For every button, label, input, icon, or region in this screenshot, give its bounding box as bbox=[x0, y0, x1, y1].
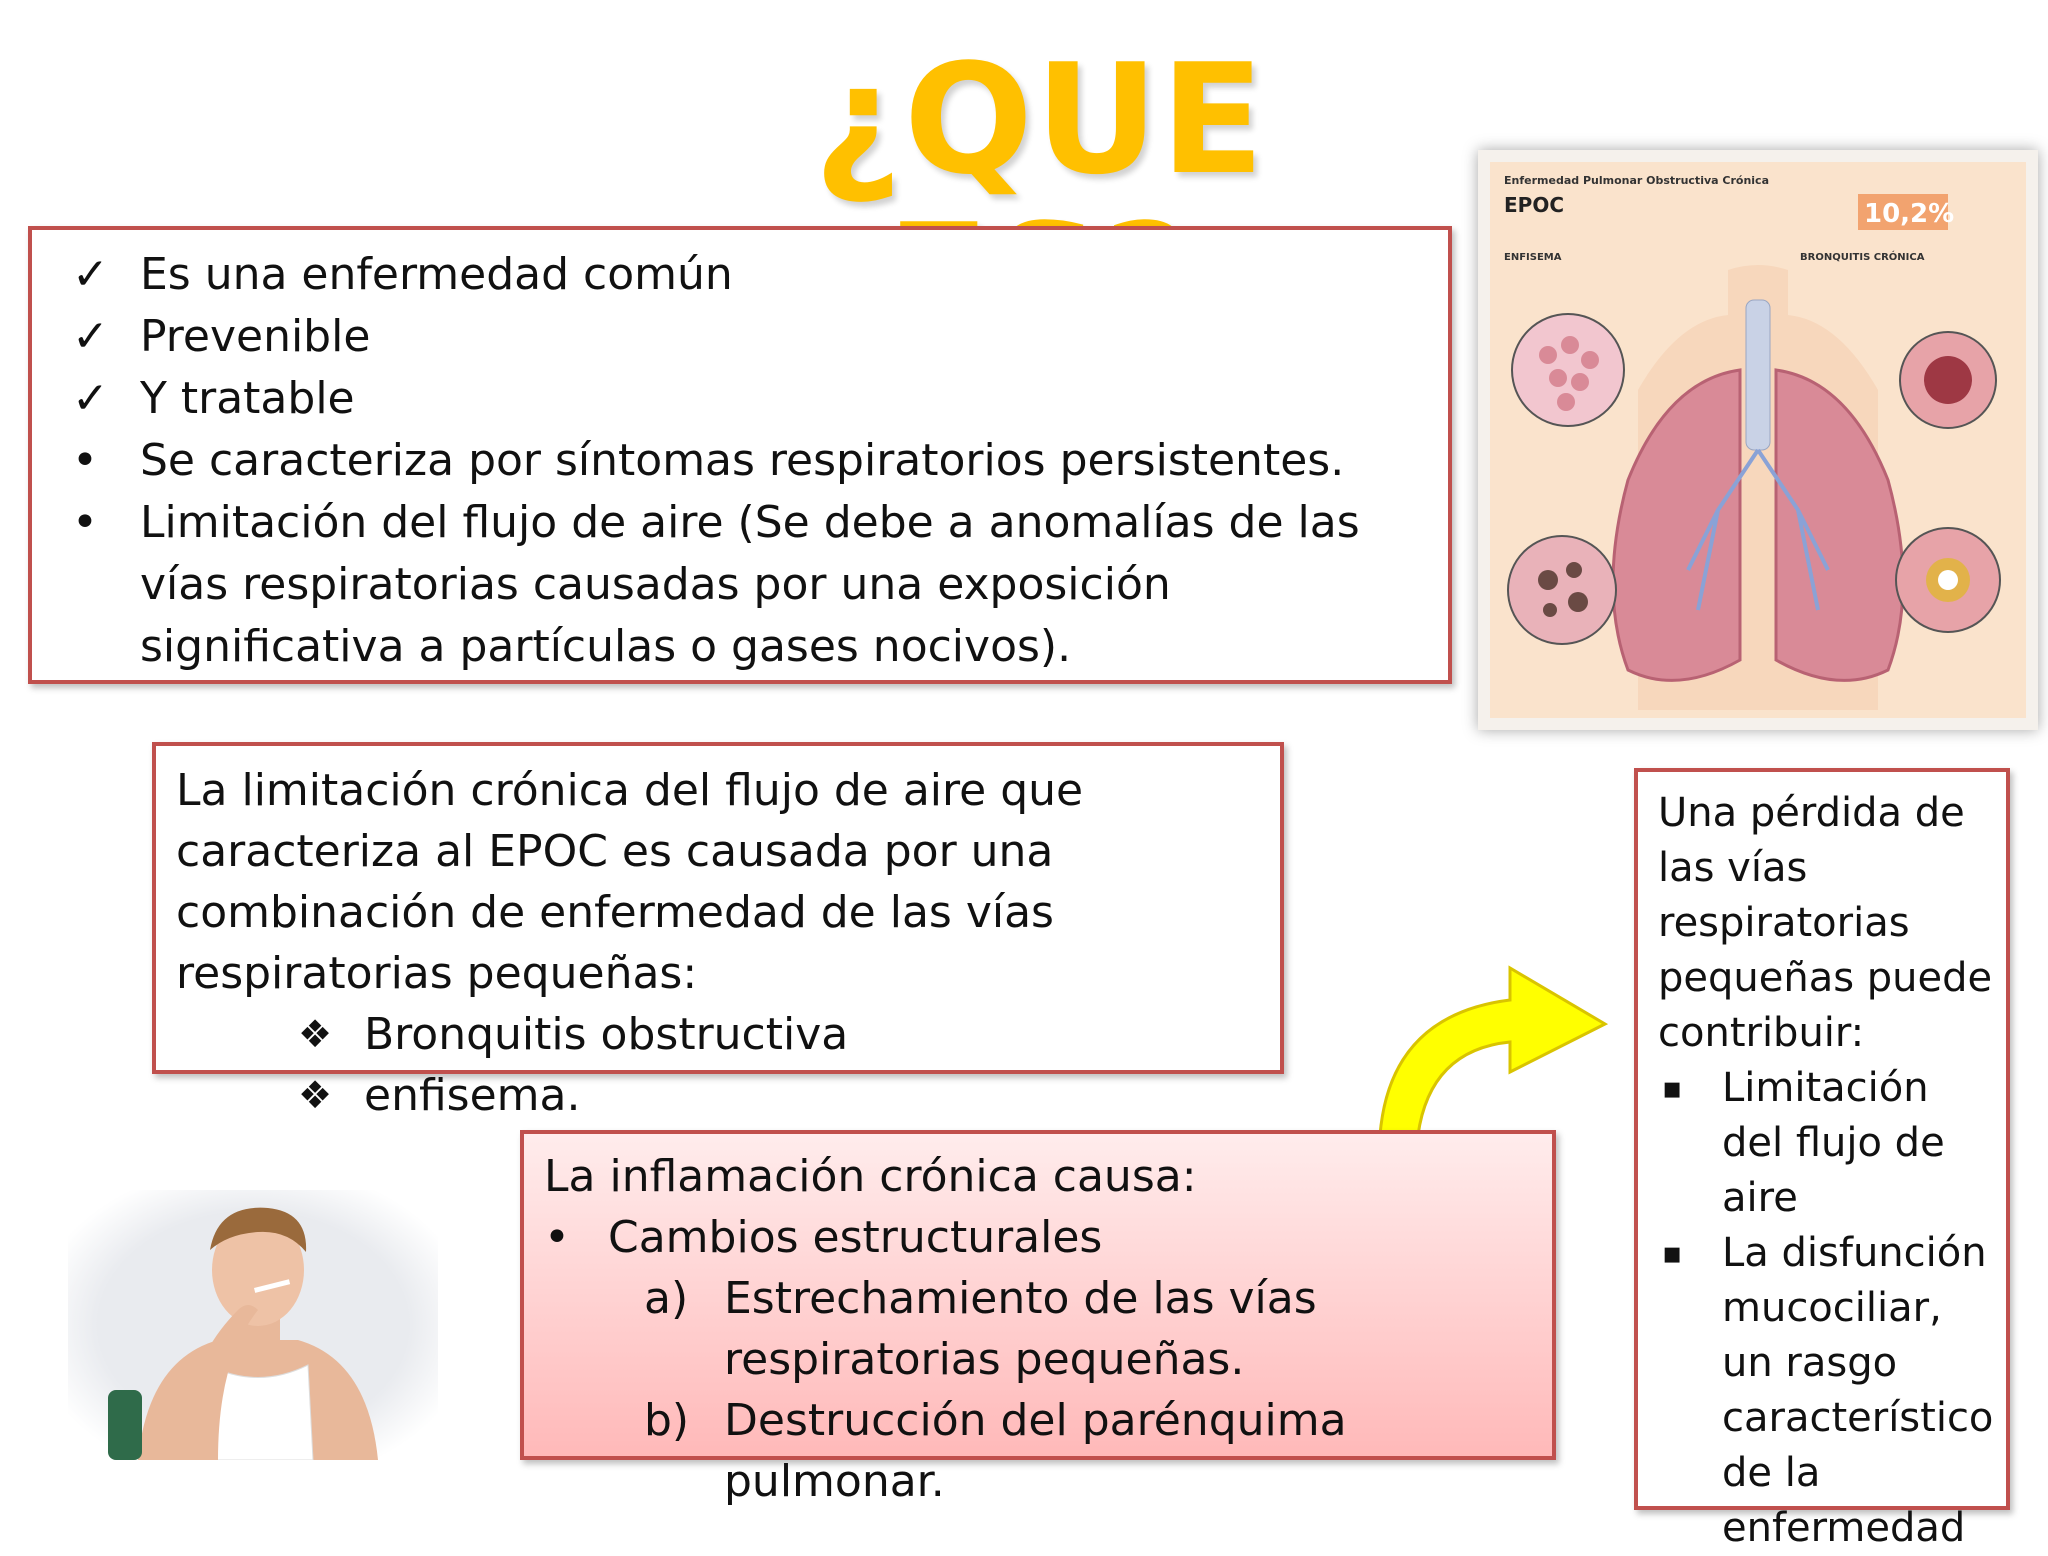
airway-loss-text: Una pérdida de las vías respiratorias pequeñas puede contribuir: bbox=[1658, 790, 1993, 1056]
inflammation-text: La inflamación crónica causa: bbox=[544, 1151, 1197, 1202]
diagram-right-label: BRONQUITIS CRÓNICA bbox=[1800, 252, 1925, 263]
list-item: ✓ Prevenible bbox=[52, 306, 1428, 368]
list-item: • Cambios estructurales bbox=[544, 1207, 1534, 1268]
square-bullet-icon: ▪ bbox=[1662, 1236, 1683, 1271]
inflammation-list bbox=[544, 1207, 1534, 1268]
diagram-title: EPOC bbox=[1504, 193, 1564, 217]
definition-list bbox=[52, 244, 1428, 678]
check-icon: ✓ bbox=[72, 373, 109, 424]
list-item: a) Estrechamiento de las vías respiratorias pequeñas. bbox=[644, 1273, 1317, 1385]
list-item: • Limitación del flujo de aire (Se debe a anomalías de las vías respiratorias causadas por una exposición significativa a partículas o gases nocivos). bbox=[52, 492, 1428, 678]
bullet-icon: • bbox=[72, 497, 98, 548]
bullet-icon: • bbox=[72, 435, 98, 486]
check-icon: ✓ bbox=[72, 311, 109, 362]
causes-list bbox=[176, 1004, 1262, 1126]
check-icon: ✓ bbox=[72, 249, 109, 300]
list-item: ▪ La disfunción mucociliar, un rasgo característico de la enfermedad bbox=[1658, 1226, 1994, 1556]
diagram-stat: 10,2% bbox=[1864, 199, 1955, 229]
airway-loss-list bbox=[1658, 1061, 1994, 1556]
page-title: ¿QUE bbox=[813, 31, 1267, 208]
inflammation-box bbox=[520, 1130, 1556, 1507]
list-item: • Se caracteriza por síntomas respiratorios persistentes. bbox=[52, 430, 1428, 492]
airway-loss-box bbox=[1634, 768, 2010, 1551]
list-item: ❖ enfisema. bbox=[176, 1065, 1262, 1126]
diamond-bullet-icon: ❖ bbox=[298, 1012, 333, 1056]
diagram-header: Enfermedad Pulmonar Obstructiva Crónica bbox=[1504, 174, 1769, 187]
list-item: ▪ Limitación del flujo de aire bbox=[1658, 1061, 1994, 1226]
bullet-icon: • bbox=[544, 1212, 570, 1263]
list-item: ❖ Bronquitis obstructiva bbox=[176, 1004, 1262, 1065]
lung-diagram-image bbox=[1478, 150, 2038, 730]
causes-text: La limitación crónica del flujo de aire que caracteriza al EPOC es causada por una combinación de enfermedad de las vías respiratorias pequeñas: bbox=[176, 765, 1084, 999]
definition-box bbox=[28, 226, 1452, 684]
diamond-bullet-icon: ❖ bbox=[298, 1073, 333, 1117]
smoker-photo-image bbox=[68, 1190, 438, 1460]
list-item: ✓ Y tratable bbox=[52, 368, 1428, 430]
square-bullet-icon: ▪ bbox=[1662, 1071, 1683, 1106]
diagram-left-label: ENFISEMA bbox=[1504, 252, 1562, 263]
inflammation-sublist bbox=[544, 1268, 1534, 1512]
list-item: ✓ Es una enfermedad común bbox=[52, 244, 1428, 306]
curved-arrow-icon bbox=[1360, 960, 1620, 1140]
list-item: b) Destrucción del parénquima pulmonar. bbox=[644, 1395, 1347, 1507]
causes-box bbox=[152, 742, 1284, 1121]
